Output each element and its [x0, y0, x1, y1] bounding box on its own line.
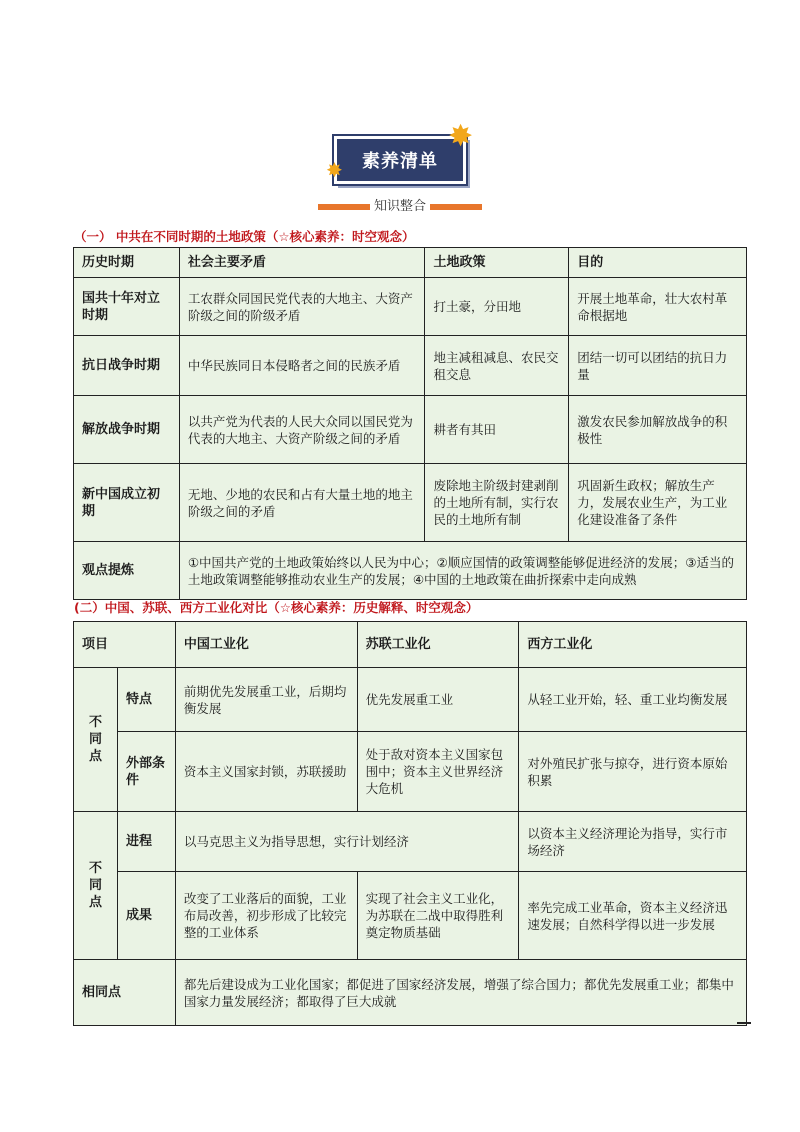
group-label-text: 不同点	[88, 715, 102, 764]
policy-cell: 打土豪，分田地	[425, 278, 569, 336]
divider	[318, 204, 370, 210]
common-row	[74, 960, 747, 1026]
conflict-cell: 中华民族同日本侵略者之间的民族矛盾	[179, 336, 425, 396]
viewpoint-text: ①中国共产党的土地政策始终以人民为中心；②顺应国情的政策调整能够促进经济的发展；③适当的土地政策调整能够推动农业生产的发展；④中国的土地政策在曲折探索中走向成熟	[179, 542, 746, 600]
item-cell: 进程	[117, 812, 175, 872]
conflict-cell: 以共产党为代表的人民大众同以国民党为代表的大地主、大资产阶级之间的矛盾	[179, 396, 425, 464]
star-icon: ✸	[326, 158, 343, 182]
china-cell: 资本主义国家封锁，苏联援助	[175, 732, 357, 812]
ussr-cell: 实现了社会主义工业化，为苏联在二战中取得胜利奠定物质基础	[357, 872, 519, 960]
table-row	[74, 668, 747, 732]
common-text: 都先后建设成为工业化国家；都促进了国家经济发展，增强了综合国力；都优先发展重工业；都集中国家力量发展经济；都取得了巨大成就	[175, 960, 746, 1026]
goal-cell: 激发农民参加解放战争的积极性	[569, 396, 747, 464]
goal-cell: 巩固新生政权；解放生产力，发展农业生产，为工业化建设准备了条件	[569, 464, 747, 542]
viewpoint-label: 观点提炼	[74, 542, 180, 600]
header-cell: 项目	[74, 622, 176, 668]
period-cell: 新中国成立初期	[74, 464, 180, 542]
period-cell: 国共十年对立时期	[74, 278, 180, 336]
group-label-text: 不同点	[88, 861, 102, 910]
header-cell: 苏联工业化	[357, 622, 519, 668]
item-cell: 特点	[117, 668, 175, 732]
policy-cell: 废除地主阶级封建剥削的土地所有制，实行农民的土地所有制	[425, 464, 569, 542]
land-policy-table	[73, 247, 747, 600]
header-cell: 社会主要矛盾	[179, 248, 425, 278]
table-row	[74, 336, 747, 396]
period-cell: 抗日战争时期	[74, 336, 180, 396]
table-header-row	[74, 248, 747, 278]
divider	[430, 204, 482, 210]
header-cell: 西方工业化	[519, 622, 747, 668]
group-label	[74, 812, 118, 960]
conflict-cell: 无地、少地的农民和占有大量土地的地主阶级之间的矛盾	[179, 464, 425, 542]
period-cell: 解放战争时期	[74, 396, 180, 464]
viewpoint-row	[74, 542, 747, 600]
header-cell: 历史时期	[74, 248, 180, 278]
section1-title: （一） 中共在不同时期的土地政策（☆核心素养：时空观念）	[74, 229, 415, 244]
west-cell: 以资本主义经济理论为指导，实行市场经济	[519, 812, 747, 872]
table-row	[74, 278, 747, 336]
west-cell: 从轻工业开始，轻、重工业均衡发展	[519, 668, 747, 732]
table-header-row	[74, 622, 747, 668]
subtitle-bar	[318, 196, 482, 218]
policy-cell: 耕者有其田	[425, 396, 569, 464]
table-row	[74, 396, 747, 464]
common-label: 相同点	[74, 960, 176, 1026]
ussr-cell: 优先发展重工业	[357, 668, 519, 732]
ussr-cell: 处于敌对资本主义国家包围中；资本主义世界经济大危机	[357, 732, 519, 812]
header-cell: 目的	[569, 248, 747, 278]
china-ussr-cell: 以马克思主义为指导思想，实行计划经济	[175, 812, 518, 872]
china-cell: 改变了工业落后的面貌，工业布局改善，初步形成了比较完整的工业体系	[175, 872, 357, 960]
group-label	[74, 668, 118, 812]
industrialization-table	[73, 621, 747, 1026]
west-cell: 对外殖民扩张与掠夺，进行资本原始积累	[519, 732, 747, 812]
table-row	[74, 464, 747, 542]
section2-title: (二）中国、苏联、西方工业化对比（☆核心素养：历史解释、时空观念）	[74, 600, 479, 615]
west-cell: 率先完成工业革命，资本主义经济迅速发展；自然科学得以进一步发展	[519, 872, 747, 960]
item-cell: 外部条件	[117, 732, 175, 812]
china-cell: 前期优先发展重工业，后期均衡发展	[175, 668, 357, 732]
header-cell: 中国工业化	[175, 622, 357, 668]
conflict-cell: 工农群众同国民党代表的大地主、大资产阶级之间的阶级矛盾	[179, 278, 425, 336]
subtitle: 知识整合	[370, 196, 430, 218]
star-icon: ✸	[448, 119, 474, 154]
table-row	[74, 732, 747, 812]
table-row	[74, 872, 747, 960]
divider	[737, 1022, 751, 1024]
policy-cell: 地主减租减息、农民交租交息	[425, 336, 569, 396]
goal-cell: 团结一切可以团结的抗日力量	[569, 336, 747, 396]
table-row	[74, 812, 747, 872]
goal-cell: 开展土地革命，壮大农村革命根据地	[569, 278, 747, 336]
item-cell: 成果	[117, 872, 175, 960]
banner-title: 素养清单	[334, 136, 466, 184]
banner	[326, 119, 474, 190]
header-cell: 土地政策	[425, 248, 569, 278]
